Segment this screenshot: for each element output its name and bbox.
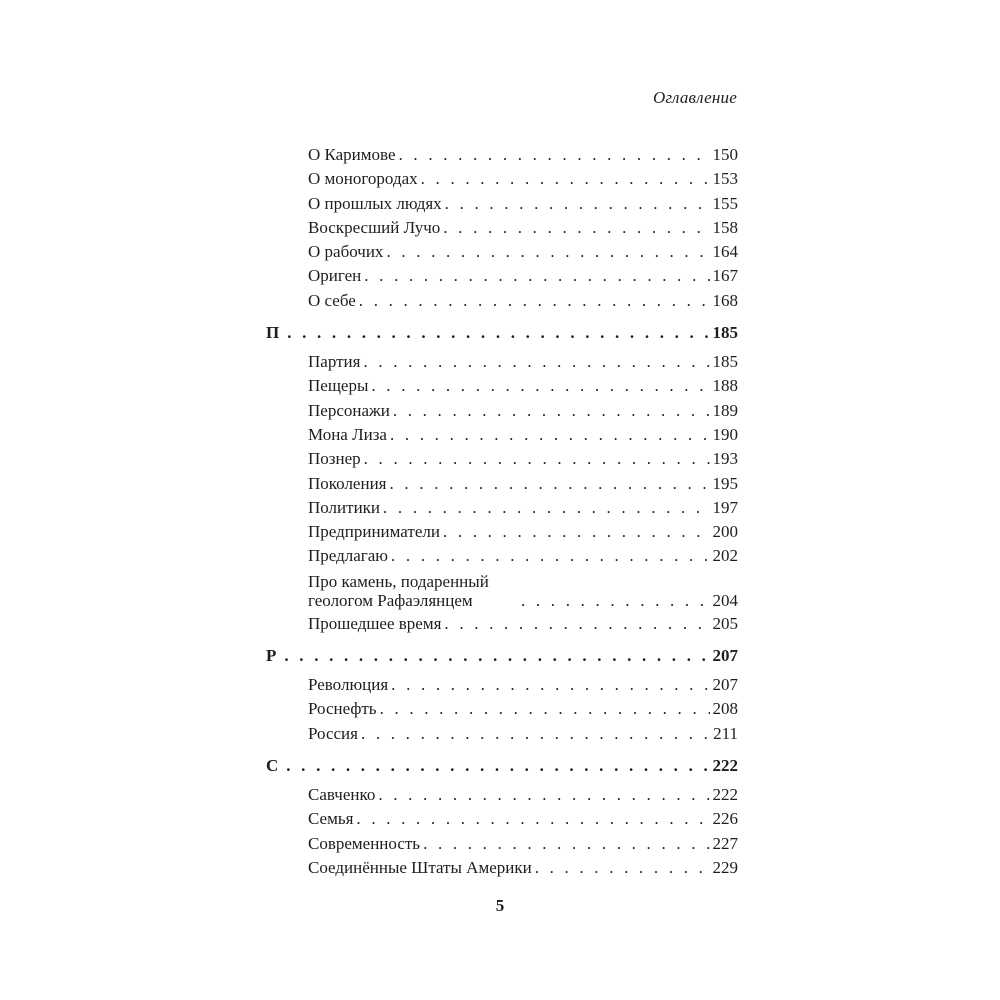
toc-entry-title: Россия xyxy=(308,723,358,743)
toc-page-number: 167 xyxy=(712,266,738,286)
toc-section-heading xyxy=(266,321,738,345)
toc-section-letter: С xyxy=(266,755,279,775)
toc-entry xyxy=(308,374,738,398)
toc-entry xyxy=(308,832,738,856)
toc-entry-title: Воскресший Лучо xyxy=(308,217,441,237)
toc-page-number: 229 xyxy=(712,857,738,877)
toc-page-number: 222 xyxy=(712,755,738,775)
dot-leader xyxy=(286,754,710,778)
toc-entry xyxy=(308,807,738,831)
toc-page-number: 200 xyxy=(712,522,738,542)
toc-entry xyxy=(308,447,738,471)
toc-entry xyxy=(308,520,738,544)
dot-leader xyxy=(391,544,710,568)
dot-leader xyxy=(444,612,709,636)
dot-leader xyxy=(287,321,710,345)
toc-entry-title: Ориген xyxy=(308,266,362,286)
toc-entry-title: Семья xyxy=(308,809,354,829)
toc-page-number: 202 xyxy=(712,546,738,566)
toc-entry xyxy=(308,423,738,447)
dot-leader xyxy=(421,167,710,191)
toc-page-number: 207 xyxy=(712,646,738,666)
toc-entry-title: Прошедшее время xyxy=(308,613,442,633)
toc-entry xyxy=(308,216,738,240)
toc-entry-title: Современность xyxy=(308,833,421,853)
toc-entry-title: Роснефть xyxy=(308,699,377,719)
toc-page-number: 222 xyxy=(712,784,738,804)
toc-page-number: 195 xyxy=(712,473,738,493)
dot-leader xyxy=(443,216,709,240)
toc-entry xyxy=(308,350,738,374)
toc-page-number: 207 xyxy=(712,675,738,695)
toc-page-number: 150 xyxy=(712,145,738,164)
toc-page-number: 205 xyxy=(712,613,738,633)
toc-entry-title: О Каримове xyxy=(308,145,396,164)
toc-section-letter: П xyxy=(266,323,280,343)
toc-entry xyxy=(308,167,738,191)
running-head: Оглавление xyxy=(652,88,737,107)
toc-section-heading xyxy=(266,754,738,778)
toc-entry-title: Соединённые Штаты Америки xyxy=(308,857,532,877)
dot-leader xyxy=(399,143,710,167)
toc-entry-title: О рабочих xyxy=(308,242,384,262)
toc-entry-title: Савченко xyxy=(308,784,376,804)
toc-entry-title: Персонажи xyxy=(308,400,390,420)
dot-leader xyxy=(423,832,709,856)
dot-leader xyxy=(383,496,709,520)
dot-leader xyxy=(363,350,709,374)
toc-page-number: 164 xyxy=(712,242,738,262)
toc-page-number: 185 xyxy=(712,352,738,372)
toc-page-number: 153 xyxy=(712,169,738,189)
toc-entry xyxy=(308,697,738,721)
toc-page-number: 158 xyxy=(712,217,738,237)
toc-entry xyxy=(308,722,738,746)
toc-section-heading xyxy=(266,644,738,668)
toc-entry xyxy=(308,289,738,313)
toc-entry-title: Пещеры xyxy=(308,376,369,396)
toc-entry xyxy=(308,673,738,697)
toc-page-number: 226 xyxy=(712,809,738,829)
dot-leader xyxy=(443,520,710,544)
toc-entry-title: Предприниматели xyxy=(308,522,440,542)
toc-page-number: 190 xyxy=(712,424,738,444)
toc-entry xyxy=(308,264,738,288)
toc-page-number: 208 xyxy=(712,699,738,719)
dot-leader xyxy=(359,289,710,313)
toc-entry xyxy=(308,612,738,636)
dot-leader xyxy=(371,374,709,398)
toc-entry-title: Мона Лиза xyxy=(308,424,387,444)
dot-leader xyxy=(445,192,710,216)
toc-entry-title: О моногородах xyxy=(308,169,418,189)
dot-leader xyxy=(390,472,710,496)
toc-page-number: 185 xyxy=(712,323,738,343)
toc-entry xyxy=(308,143,738,167)
dot-leader xyxy=(361,722,710,746)
toc-entry xyxy=(308,472,738,496)
toc-page-number: 227 xyxy=(712,833,738,853)
dot-leader xyxy=(390,423,710,447)
toc-page-number: 155 xyxy=(712,193,738,213)
toc-entry-title: О прошлых людях xyxy=(308,193,442,213)
toc-page-number: 188 xyxy=(712,376,738,396)
dot-leader xyxy=(284,644,710,668)
dot-leader xyxy=(535,856,710,880)
dot-leader xyxy=(378,783,709,807)
toc-entry xyxy=(308,496,738,520)
toc-entry-title: Революция xyxy=(308,675,389,695)
toc-page-number: 168 xyxy=(712,290,738,310)
table-of-contents xyxy=(266,143,738,880)
toc-entry xyxy=(308,240,738,264)
page-number: 5 xyxy=(495,896,505,915)
dot-leader xyxy=(356,807,709,831)
dot-leader xyxy=(364,264,709,288)
toc-page-number: 197 xyxy=(712,497,738,517)
toc-entry xyxy=(308,544,738,568)
toc-entry-title: Про камень, подаренный геологом Рафаэлянцем xyxy=(308,571,489,610)
dot-leader xyxy=(391,673,709,697)
toc-entry-title: Поколения xyxy=(308,473,387,493)
dot-leader xyxy=(380,697,710,721)
dot-leader xyxy=(393,399,710,423)
dot-leader xyxy=(521,591,710,610)
toc-entry xyxy=(308,399,738,423)
toc-page-number: 193 xyxy=(712,449,738,469)
toc-entry xyxy=(308,856,738,880)
toc-entry-title: Партия xyxy=(308,352,361,372)
toc-entry-title: Познер xyxy=(308,449,361,469)
toc-page-number: 189 xyxy=(712,400,738,420)
toc-page-number: 204 xyxy=(712,590,738,610)
toc-section-letter: Р xyxy=(266,646,277,666)
dot-leader xyxy=(386,240,709,264)
toc-entry xyxy=(308,783,738,807)
toc-entry xyxy=(308,569,738,612)
toc-entry xyxy=(308,192,738,216)
toc-entry-title: О себе xyxy=(308,290,356,310)
toc-entry-title: Предлагаю xyxy=(308,546,388,566)
toc-page-number: 211 xyxy=(713,723,738,743)
dot-leader xyxy=(364,447,710,471)
toc-entry-title: Политики xyxy=(308,497,381,517)
